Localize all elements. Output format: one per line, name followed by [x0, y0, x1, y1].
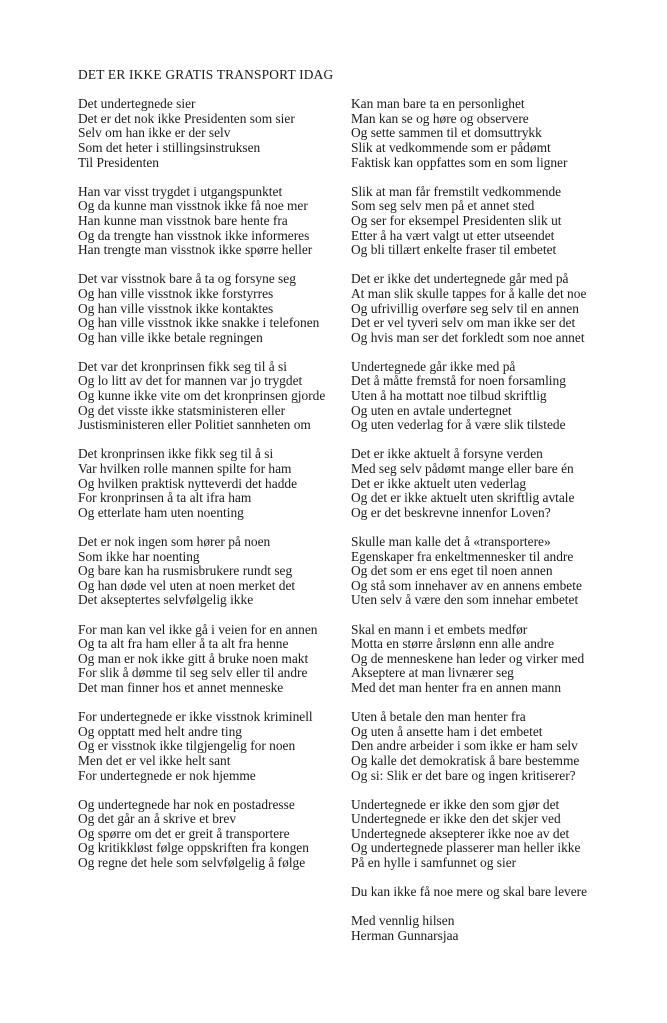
poem-line: Til Presidenten	[78, 154, 159, 170]
poem-line: Skal en mann i et embets medfør	[351, 621, 528, 637]
poem-line: Det var visstnok bare å ta og forsyne seg	[78, 271, 296, 287]
poem-line: Han var visst trygdet i utgangspunktet	[78, 183, 283, 199]
poem-line: Og kunne ikke vite om det kronprinsen gjorde	[78, 388, 326, 404]
stanza	[78, 535, 351, 608]
poem-line: Og stå som innehaver av en annens embete	[351, 577, 582, 593]
poem-line: Faktisk kan oppfattes som en som ligner	[351, 154, 568, 170]
stanza	[78, 185, 351, 258]
poem-line: Slik at man får fremstilt vedkommende	[351, 183, 562, 199]
poem-line: Og uten å ansette ham i det embetet	[351, 723, 543, 739]
poem-line: Egenskaper fra enkeltmennesker til andre	[351, 548, 574, 564]
poem-line: Det er det nok ikke Presidenten som sier	[78, 110, 295, 126]
poem-line: Det akseptertes selvfølgelig ikke	[78, 592, 254, 608]
poem-line: Du kan ikke få noe mere og skal bare levere	[351, 884, 588, 900]
poem-line: Men det er vel ikke helt sant	[78, 752, 231, 768]
poem-line: Var hvilken rolle mannen spilte for ham	[78, 461, 292, 477]
poem-line: Det man finner hos et annet menneske	[78, 679, 284, 695]
signature-name: Herman Gunnarsjaa	[351, 928, 459, 944]
poem-line: Som ikke har noenting	[78, 548, 200, 564]
poem-line: Og det er ikke aktuelt uten skriftlig avtale	[351, 490, 575, 506]
poem-line: Og ser for eksempel Presidenten slik ut	[351, 212, 562, 228]
poem-line: På en hylle i samfunnet og sier	[351, 855, 517, 871]
left-column	[78, 97, 351, 885]
poem-line: Kan man bare ta en personlighet	[351, 96, 525, 112]
poem-line: Skulle man kalle det å «transportere»	[351, 534, 551, 549]
poem-line: Med det man henter fra en annen mann	[351, 679, 562, 695]
stanza	[351, 360, 667, 433]
poem-line: Og han ville visstnok ikke kontaktes	[78, 300, 274, 316]
poem-line: Og da kunne man visstnok ikke få noe mer	[78, 198, 308, 214]
poem-line: Uten selv å være den som innehar embetet	[351, 592, 579, 608]
poem-line: Og undertegnede har nok en postadresse	[78, 796, 295, 812]
poem-line: Det å måtte fremstå for noen forsamling	[351, 373, 566, 389]
stanza	[351, 272, 667, 345]
poem-line: Og opptatt med helt andre ting	[78, 723, 242, 739]
stanza	[351, 535, 667, 608]
stanza	[78, 272, 351, 345]
poem-line: Og bare kan ha rusmisbrukere rundt seg	[78, 563, 293, 579]
stanza	[78, 97, 351, 170]
stanza	[78, 623, 351, 696]
poem-line: Og han ville visstnok ikke forstyrres	[78, 285, 274, 301]
poem-line: Og er det beskrevne innenfor Loven?	[351, 504, 551, 520]
poem-line: Og regne det hele som selvfølgelig å følge	[78, 855, 306, 871]
poem-line: Og han ville ikke betale regningen	[78, 329, 263, 345]
poem-line: Undertegnede er ikke den det skjer ved	[351, 811, 561, 827]
poem-line: Det var det kronprinsen fikk seg til å si	[78, 358, 287, 374]
poem-line: Med seg selv pådømt mange eller bare én	[351, 461, 574, 477]
poem-line: Og det visste ikke statsministeren eller	[78, 402, 286, 418]
poem-line: Og uten en avtale undertegnet	[351, 402, 512, 418]
poem-line: Motta en større årslønn enn alle andre	[351, 636, 555, 652]
poem-line: Og man er nok ikke gitt å bruke noen makt	[78, 650, 309, 666]
poem-line: Man kan se og høre og observere	[351, 110, 529, 126]
poem-line: Det er ikke aktuelt uten vederlag	[351, 475, 527, 491]
poem-line: Og spørre om det er greit å transportere	[78, 825, 290, 841]
poem-line: Selv om han ikke er der selv	[78, 125, 231, 141]
poem-line: Og hvilken praktisk nytteverdi det hadde	[78, 475, 298, 491]
left-stanza-list	[78, 97, 351, 870]
final-line-stanza	[351, 885, 667, 900]
poem-line: For man kan vel ikke gå i veien for en annen	[78, 621, 318, 637]
poem-line: Og ta alt fra ham eller å ta alt fra henne	[78, 636, 289, 652]
poem-line: Og ufrivillig overføre seg selv til en annen	[351, 300, 579, 316]
poem-line: Og lo litt av det for mannen var jo trygdet	[78, 373, 303, 389]
right-column	[351, 97, 667, 943]
poem-line: At man slik skulle tappes for å kalle det noe	[351, 285, 587, 301]
poem-line: Som det heter i stillingsinstruksen	[78, 139, 261, 155]
signature-greeting: Med vennlig hilsen	[351, 913, 455, 929]
poem-line: Og kritikkløst følge oppskriften fra kongen	[78, 840, 309, 856]
poem-line: Akseptere at man livnærer seg	[351, 665, 514, 681]
poem-line: Etter å ha vært valgt ut etter utseendet	[351, 227, 555, 243]
stanza	[78, 447, 351, 520]
poem-line: Undertegnede aksepterer ikke noe av det	[351, 825, 570, 841]
poem-line: For slik å dømme til seg selv eller til andre	[78, 665, 308, 681]
poem-line: Han trengte man visstnok ikke spørre heller	[78, 242, 313, 258]
stanza	[351, 97, 667, 170]
poem-line: Og bli tillært enkelte fraser til embetet	[351, 242, 557, 258]
poem-line: Og han ville visstnok ikke snakke i telefonen	[78, 315, 320, 331]
poem-line: Og det går an å skrive et brev	[78, 811, 237, 827]
signature-block	[351, 914, 667, 943]
poem-line: Og han døde vel uten at noen merket det	[78, 577, 296, 593]
poem-line: Undertegnede er ikke den som gjør det	[351, 796, 560, 812]
poem-line: Justisministeren eller Politiet sannheten om	[78, 417, 311, 433]
stanza	[351, 623, 667, 696]
poem-line: Og undertegnede plasserer man heller ikke	[351, 840, 581, 856]
poem-line: Slik at vedkommende som er pådømt	[351, 139, 551, 155]
stanza	[351, 185, 667, 258]
poem-line: Uten å betale den man henter fra	[351, 709, 526, 725]
stanza	[351, 447, 667, 520]
poem-line: Det er ikke det undertegnede går med på	[351, 271, 569, 287]
poem-columns	[78, 97, 667, 943]
poem-line: Det kronprinsen ikke fikk seg til å si	[78, 446, 274, 462]
stanza	[351, 798, 667, 871]
poem-line: Og kalle det demokratisk å bare bestemme	[351, 752, 580, 768]
poem-line: Det er ikke aktuelt å forsyne verden	[351, 446, 543, 462]
poem-line: Det er vel tyveri selv om man ikke ser det	[351, 315, 576, 331]
right-stanza-list	[351, 97, 667, 870]
poem-line: Det undertegnede sier	[78, 96, 196, 112]
poem-line: For undertegnede er nok hjemme	[78, 767, 256, 783]
poem-line: Og uten vederlag for å være slik tilstede	[351, 417, 566, 433]
stanza	[78, 798, 351, 871]
poem-line: Og det som er ens eget til noen annen	[351, 563, 553, 579]
poem-line: Som seg selv men på et annet sted	[351, 198, 535, 214]
poem-line: Og si: Slik er det bare og ingen kritiserer?	[351, 767, 576, 783]
poem-line: Og hvis man ser det forkledt som noe annet	[351, 329, 585, 345]
poem-line: Og er visstnok ikke tilgjengelig for noen	[78, 738, 296, 754]
poem-line: Undertegnede går ikke med på	[351, 358, 516, 374]
poem-line: For undertegnede er ikke visstnok kriminell	[78, 709, 313, 725]
poem-line: Han kunne man visstnok bare hente fra	[78, 212, 288, 228]
poem-line: Uten å ha mottatt noe tilbud skriftlig	[351, 388, 547, 404]
stanza	[78, 360, 351, 433]
poem-line: Og da trengte han visstnok ikke informeres	[78, 227, 310, 243]
poem-line: Og sette sammen til et domsuttrykk	[351, 125, 542, 141]
stanza	[78, 710, 351, 783]
poem-line: Den andre arbeider i som ikke er ham selv	[351, 738, 578, 754]
poem-line: Og etterlate ham uten noenting	[78, 504, 244, 520]
poem-line: Og de menneskene han leder og virker med	[351, 650, 585, 666]
poem-line: Det er nok ingen som hører på noen	[78, 534, 271, 549]
document-title: DET ER IKKE GRATIS TRANSPORT IDAG	[78, 67, 334, 82]
stanza	[351, 710, 667, 783]
poem-line: For kronprinsen å ta alt ifra ham	[78, 490, 252, 506]
